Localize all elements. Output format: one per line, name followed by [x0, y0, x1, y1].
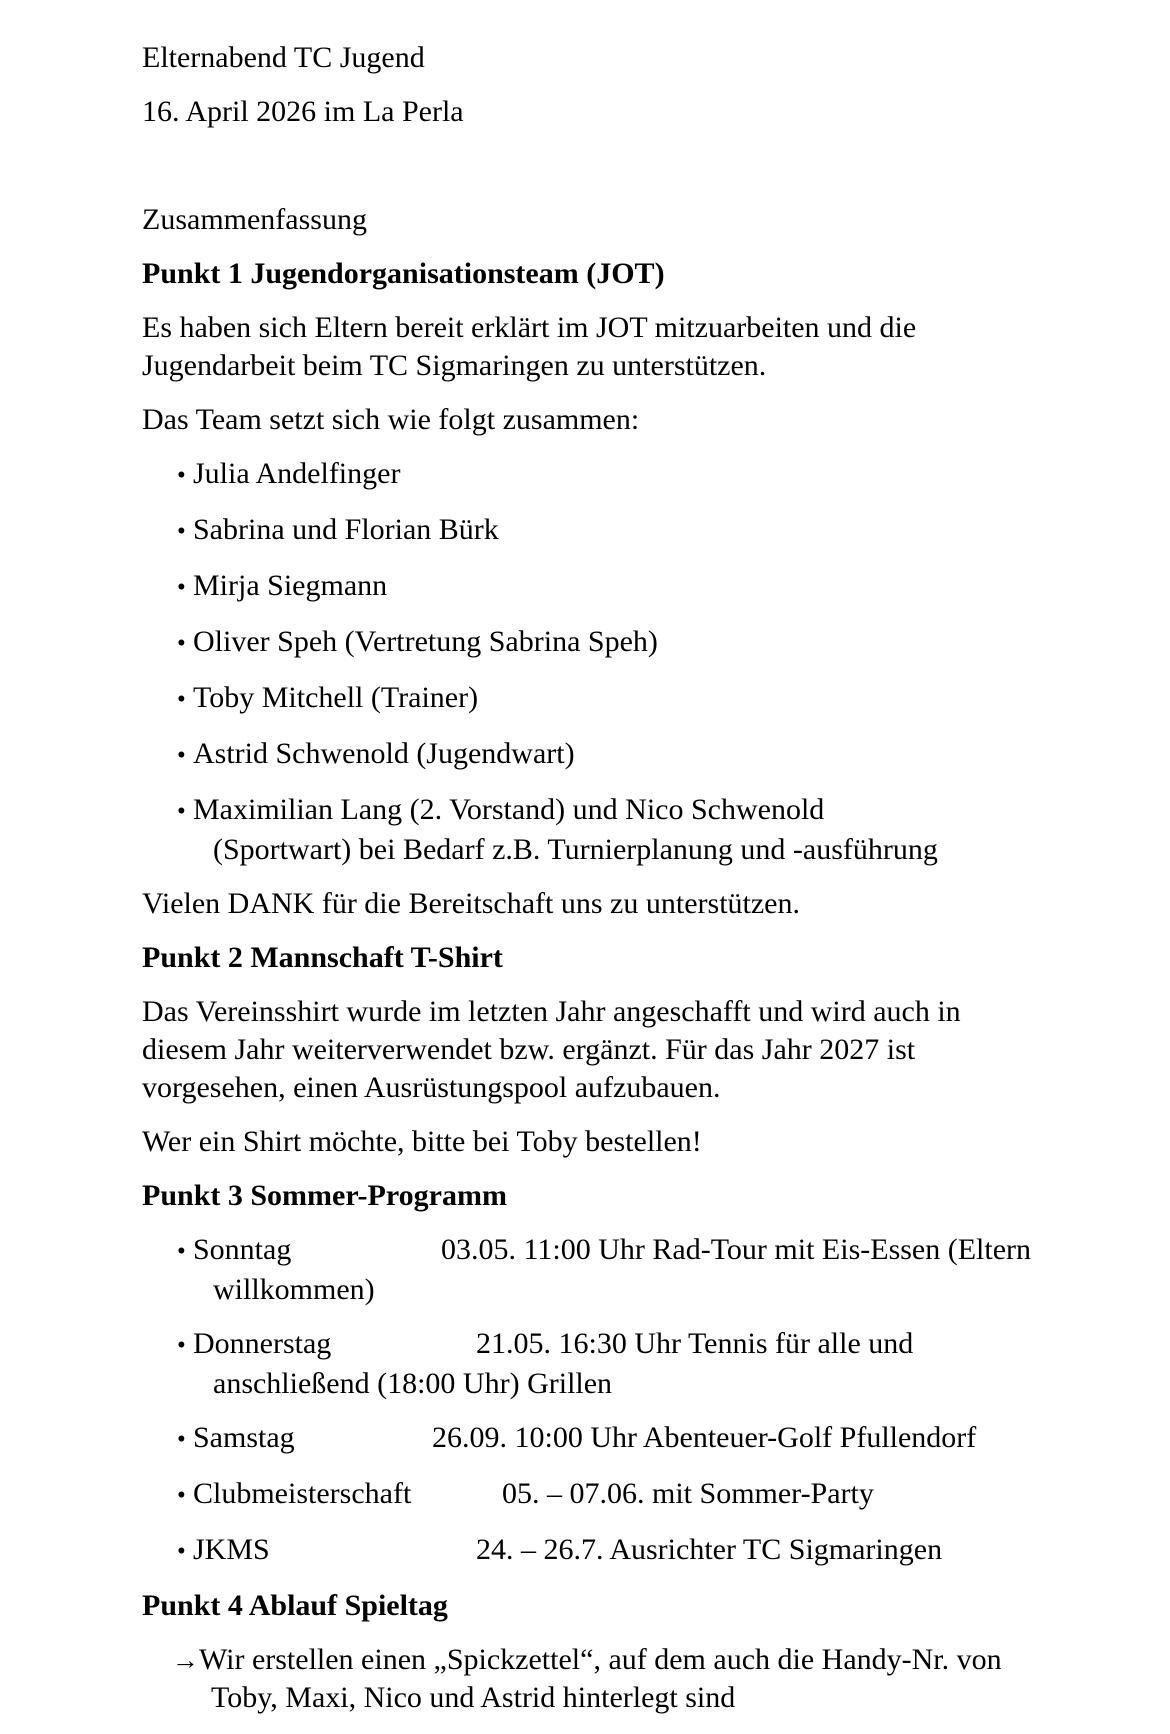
bullet-icon: • — [177, 630, 186, 657]
bullet-icon: • — [177, 518, 186, 545]
event-term: Samstag — [193, 1421, 295, 1454]
team-member-name: Oliver Speh (Vertretung Sabrina Speh) — [193, 625, 658, 658]
team-member-name: Sabrina und Florian Bürk — [193, 513, 499, 546]
punkt1-team-intro-paragraph: Das Team setzt sich wie folgt zusammen: — [142, 403, 640, 436]
spieltag-action-item — [142, 1641, 1052, 1717]
page-title: Elternabend TC Jugend — [142, 41, 425, 74]
spieltag-action-text: Wir erstellen einen „Spickzettel“, auf dem auch die Handy-Nr. von Toby, Maxi, Nico und Astrid hinterlegt sind — [199, 1643, 1002, 1714]
team-member-name: Toby Mitchell (Trainer) — [193, 681, 479, 714]
team-member-item — [142, 623, 1052, 663]
summer-program-list — [142, 1231, 1052, 1571]
section-heading-punkt-3: Punkt 3 Sommer-Programm — [142, 1179, 507, 1212]
punkt2-paragraph-1: Das Vereinsshirt wurde im letzten Jahr angeschafft und wird auch in diesem Jahr weiterverwendet bzw. ergänzt. Für das Jahr 2027 ist vorgesehen, einen Ausrüstungspool aufzubauen. — [142, 995, 961, 1104]
section-heading-punkt-2: Punkt 2 Mannschaft T-Shirt — [142, 941, 503, 974]
team-member-item — [142, 511, 1052, 551]
section-heading-punkt-1: Punkt 1 Jugendorganisationsteam (JOT) — [142, 257, 665, 290]
team-member-item — [142, 679, 1052, 719]
team-member-list — [142, 455, 1052, 869]
event-detail: 21.05. 16:30 Uhr Tennis für alle und anschließend (18:00 Uhr) Grillen — [213, 1327, 914, 1400]
bullet-icon: • — [177, 574, 186, 601]
summer-program-item — [142, 1419, 1052, 1459]
team-member-item — [142, 735, 1052, 775]
bullet-icon: • — [177, 1482, 186, 1509]
team-member-item — [142, 455, 1052, 495]
team-member-item — [142, 567, 1052, 607]
spieltag-action-list — [142, 1641, 1052, 1717]
bullet-icon: • — [177, 1332, 186, 1359]
summer-program-item — [142, 1475, 1052, 1515]
team-member-item — [142, 791, 1052, 869]
event-term: Sonntag — [193, 1233, 292, 1266]
bullet-icon: • — [177, 686, 186, 713]
page-date: 16. April 2026 im La Perla — [142, 95, 464, 128]
team-member-name: Julia Andelfinger — [193, 457, 401, 490]
summer-program-item — [142, 1231, 1052, 1309]
event-detail: 05. – 07.06. mit Sommer-Party — [502, 1477, 874, 1510]
bullet-icon: • — [177, 742, 186, 769]
event-term: Donnerstag — [193, 1327, 332, 1360]
bullet-icon: • — [177, 1538, 186, 1565]
summer-program-item — [142, 1325, 1052, 1403]
event-detail: 24. – 26.7. Ausrichter TC Sigmaringen — [476, 1533, 943, 1566]
team-member-name-continuation: (Sportwart) bei Bedarf z.B. Turnierplanung und -ausführung — [213, 833, 938, 866]
bullet-icon: • — [177, 462, 186, 489]
punkt2-paragraph-2: Wer ein Shirt möchte, bitte bei Toby bestellen! — [142, 1125, 702, 1158]
bullet-icon: • — [177, 1238, 186, 1265]
event-term: JKMS — [193, 1533, 270, 1566]
bullet-icon: • — [177, 1426, 186, 1453]
punkt1-thanks-paragraph: Vielen DANK für die Bereitschaft uns zu unterstützen. — [142, 887, 800, 920]
team-member-name: Mirja Siegmann — [193, 569, 388, 602]
blank-line — [142, 147, 1052, 201]
punkt1-intro-paragraph: Es haben sich Eltern bereit erklärt im JOT mitzuarbeiten und die Jugendarbeit beim TC Sigmaringen zu unterstützen. — [142, 311, 917, 382]
event-detail: 03.05. 11:00 Uhr Rad-Tour mit Eis-Essen (Eltern willkommen) — [213, 1233, 1032, 1306]
bullet-icon: • — [177, 798, 186, 825]
event-detail: 26.09. 10:00 Uhr Abenteuer-Golf Pfullendorf — [432, 1421, 977, 1454]
summer-program-item — [142, 1531, 1052, 1571]
section-heading-punkt-4: Punkt 4 Ablauf Spieltag — [142, 1589, 448, 1622]
summary-label: Zusammenfassung — [142, 203, 367, 236]
team-member-name: Maximilian Lang (2. Vorstand) und Nico Schwenold — [193, 793, 825, 826]
event-term: Clubmeisterschaft — [193, 1477, 412, 1510]
arrow-icon: → — [172, 1645, 199, 1675]
team-member-name: Astrid Schwenold (Jugendwart) — [193, 737, 575, 770]
